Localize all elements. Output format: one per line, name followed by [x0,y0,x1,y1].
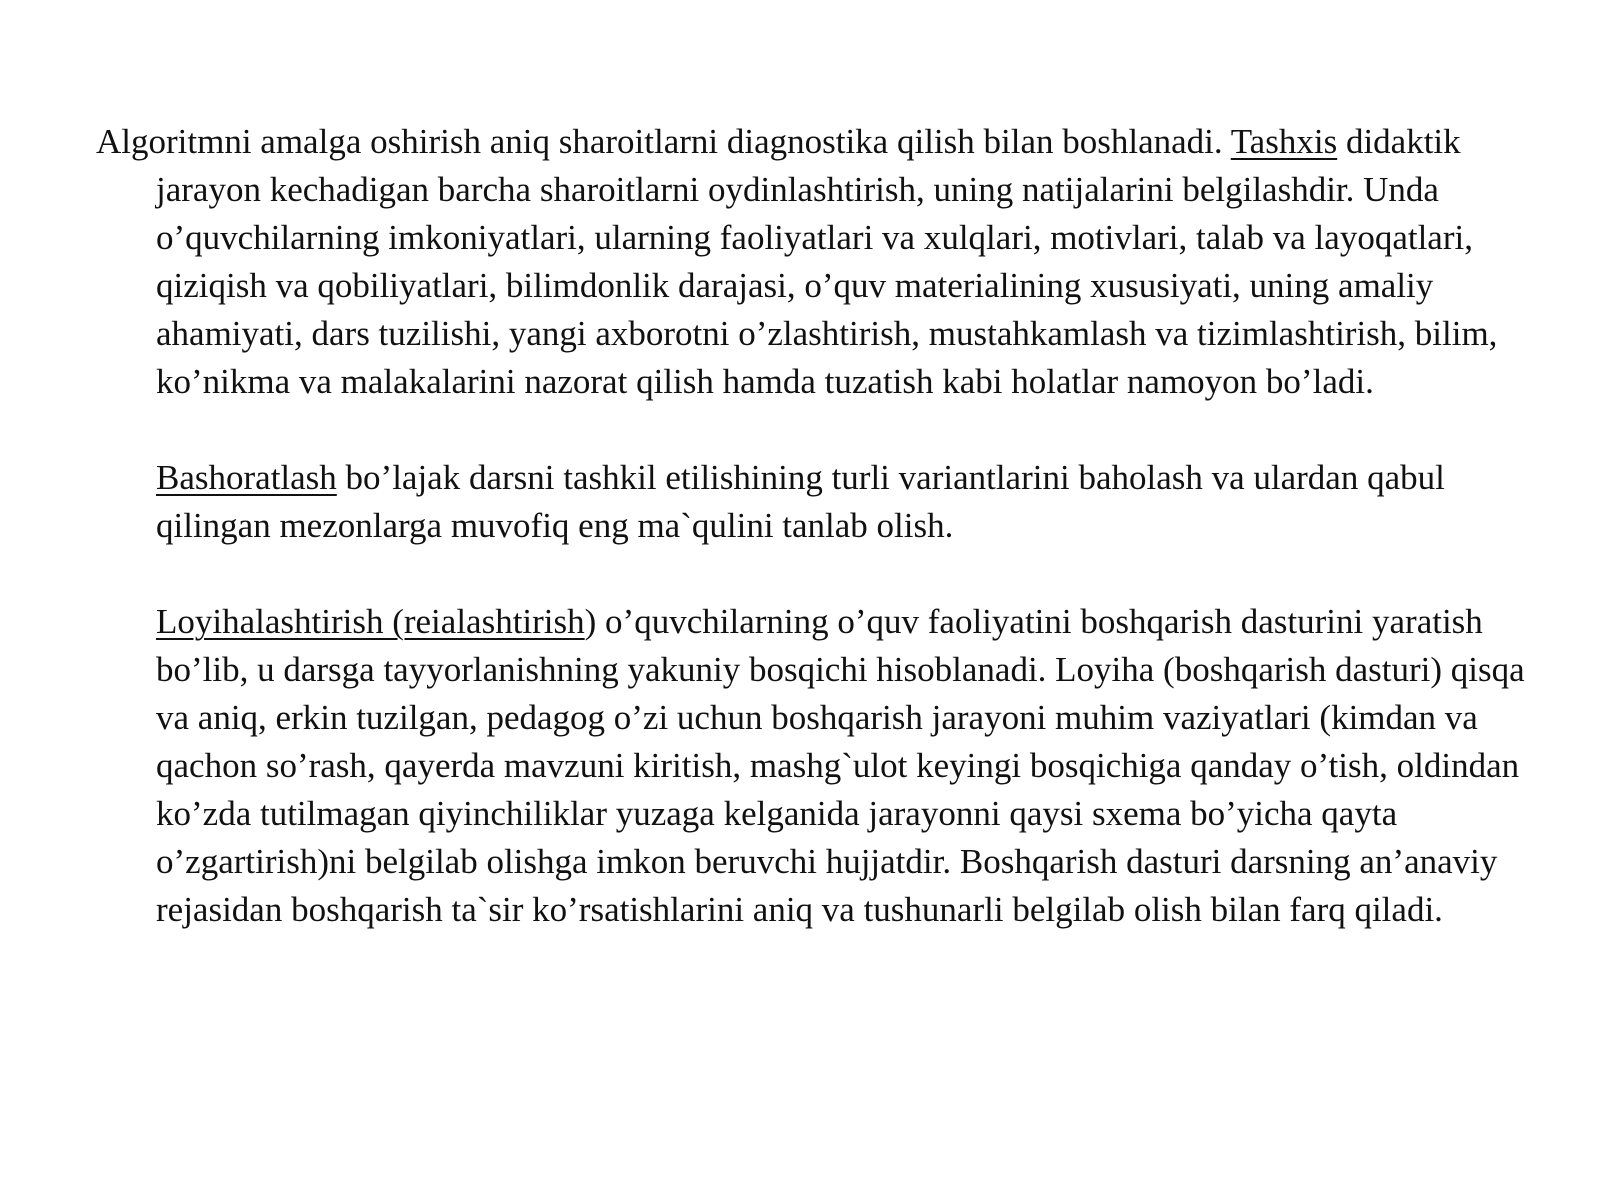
paragraph-lead: Algoritmni amalga oshirish aniq sharoitlarni diagnostika qilish bilan boshlanadi. [96,122,1231,161]
paragraph-text: bo’lajak darsni tashkil etilishining turli variantlarini baholash va ulardan qabul qilingan mezonlarga muvofiq eng ma`qulini tanlab olish. [156,458,1445,545]
term-loyihalashtirish: Loyihalashtirish (reialashtirish [156,602,585,641]
paragraph-text: didaktik jarayon kechadigan barcha sharoitlarni oydinlashtirish, uning natijalarini belgilashdir. Unda o’quvchilarning imkoniyatlari, ularning faoliyatlari va xulqlari, motivlari, talab va layoqatlari, qiziqish va qobiliyatlari, bilimdonlik darajasi, o’quv materialining xususiyati, uning amaliy ahamiyati, dars tuzilishi, yangi axborotni o’zlashtirish, mustahkamlash va tizimlashtirish, bilim, ko’nikma va malakalarini nazorat qilish hamda tuzatish kabi holatlar namoyon bo’ladi. [156,122,1498,401]
term-bashoratlash: Bashoratlash [156,458,337,497]
paragraph-spacer [96,406,1526,454]
body-text [96,118,1526,934]
paragraph-diagnosis [96,118,1526,406]
paragraph-text: ) o’quvchilarning o’quv faoliyatini boshqarish dasturini yaratish bo’lib, u darsga tayyorlanishning yakuniy bosqichi hisoblanadi. Loyiha (boshqarish dasturi) qisqa va aniq, erkin tuzilgan, pedagog o’zi uchun boshqarish jarayoni muhim vaziyatlari (kimdan va qachon so’rash, qayerda mavzuni kiritish, mashg`ulot keyingi bosqichiga qanday o’tish, oldindan ko’zda tutilmagan qiyinchiliklar yuzaga kelganida jarayonni qaysi sxema bo’yicha qayta o’zgartirish)ni belgilab olishga imkon beruvchi hujjatdir. Boshqarish dasturi darsning an’anaviy rejasidan boshqarish ta`sir ko’rsatishlarini aniq va tushunarli belgilab olish bilan farq qiladi. [156,602,1525,929]
term-tashxis: Tashxis [1230,122,1338,161]
paragraph-design [96,598,1526,934]
paragraph-forecasting [96,454,1526,550]
paragraph-spacer [96,550,1526,598]
